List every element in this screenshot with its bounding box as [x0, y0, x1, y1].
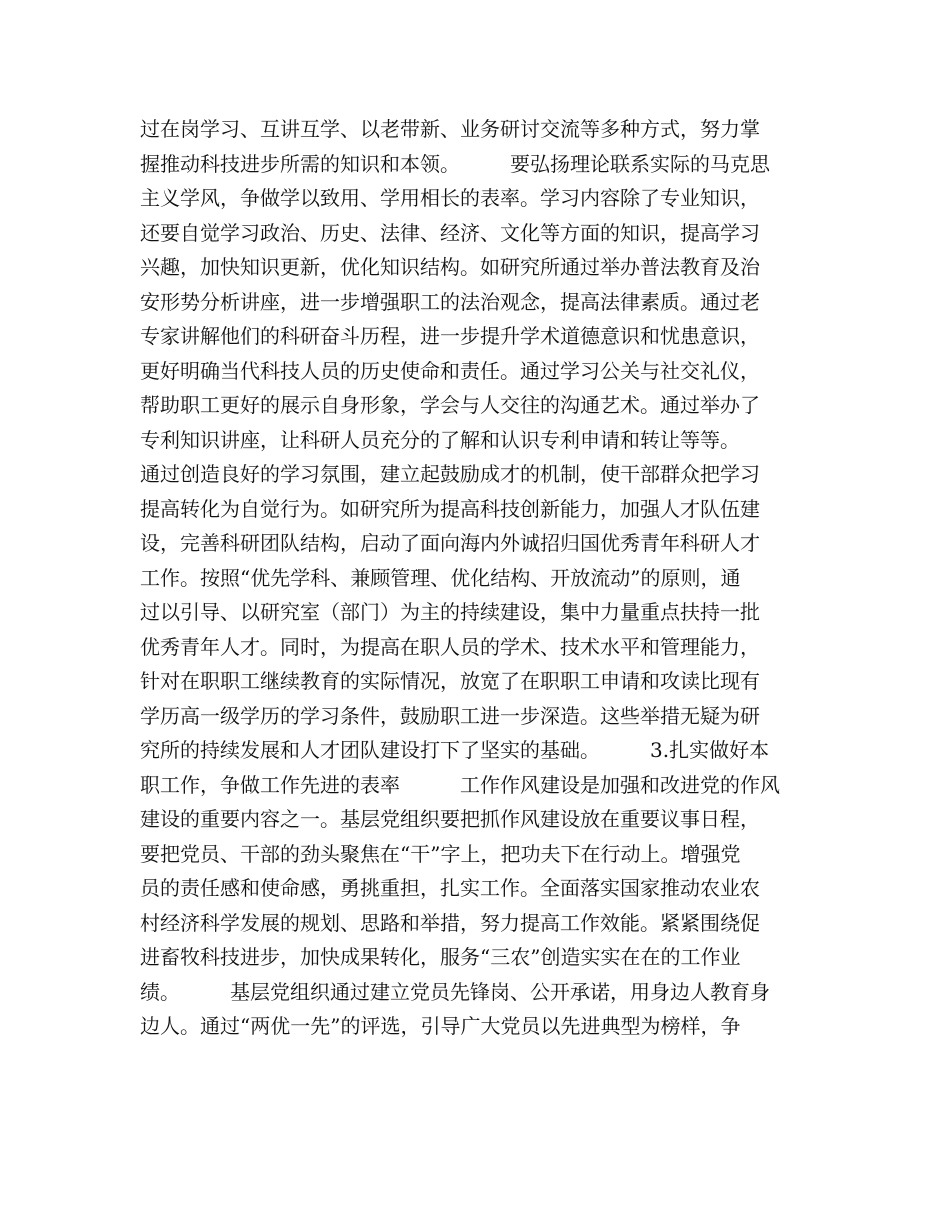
text-line: 安形势分析讲座，进一步增强职工的法治观念，提高法律素质。通过老: [140, 289, 760, 314]
text-line: 专家讲解他们的科研奋斗历程，进一步提升学术道德意识和忧患意识，: [140, 324, 760, 348]
text-line: 究所的持续发展和人才团队建设打下了坚实的基础。 3.扎实做好本: [140, 738, 770, 762]
text-line: 更好明确当代科技人员的历史使命和责任。通过学习公关与社交礼仪，: [140, 358, 760, 383]
text-line: 主义学风，争做学以致用、学用相长的表率。学习内容除了专业知识，: [140, 186, 760, 210]
text-line: 兴趣，加快知识更新，优化知识结构。如研究所通过举办普法教育及治: [140, 255, 760, 279]
text-line: 建设的重要内容之一。基层党组织要把抓作风建设放在重要议事日程，: [140, 807, 760, 831]
text-line: 过在岗学习、互讲互学、以老带新、业务研讨交流等多种方式，努力掌: [140, 117, 760, 141]
text-line: 握推动科技进步所需的知识和本领。 要弘扬理论联系实际的马克思: [140, 151, 770, 176]
text-line: 还要自觉学习政治、历史、法律、经济、文化等方面的知识，提高学习: [140, 220, 760, 245]
text-line: 进畜牧科技进步，加快成果转化，服务“三农”创造实实在在的工作业: [140, 945, 741, 969]
text-line: 针对在职职工继续教育的实际情况，放宽了在职职工申请和攻读比现有: [140, 669, 760, 693]
body-text: [140, 112, 820, 1044]
text-line: 要把党员、干部的劲头聚焦在“干”字上，把功夫下在行动上。增强党: [140, 841, 741, 866]
text-line: 员的责任感和使命感，勇挑重担，扎实工作。全面落实国家推动农业农: [140, 876, 760, 900]
text-line: 帮助职工更好的展示自身形象，学会与人交往的沟通艺术。通过举办了: [140, 393, 760, 417]
text-line: 专利知识讲座，让科研人员充分的了解和认识专利申请和转让等等。: [140, 427, 740, 452]
text-line: 学历高一级学历的学习条件，鼓励职工进一步深造。这些举措无疑为研: [140, 703, 760, 728]
text-line: 提高转化为自觉行为。如研究所为提高科技创新能力，加强人才队伍建: [140, 496, 760, 521]
text-line: 过以引导、以研究室（部门）为主的持续建设，集中力量重点扶持一批: [140, 600, 760, 624]
text-line: 优秀青年人才。同时，为提高在职人员的学术、技术水平和管理能力，: [140, 634, 760, 659]
text-line: 工作。按照“优先学科、兼顾管理、优化结构、开放流动”的原则，通: [140, 565, 741, 590]
text-line: 边人。通过“两优一先”的评选，引导广大党员以先进典型为榜样，争: [140, 1014, 741, 1038]
text-line: 绩。 基层党组织通过建立党员先锋岗、公开承诺，用身边人教育身: [140, 979, 770, 1004]
text-line: 村经济科学发展的规划、思路和举措，努力提高工作效能。紧紧围绕促: [140, 910, 760, 935]
text-line: 通过创造良好的学习氛围，建立起鼓励成才的机制，使干部群众把学习: [140, 462, 760, 486]
text-line: 职工作，争做工作先进的表率 工作作风建设是加强和改进党的作风: [140, 772, 780, 797]
text-line: 设，完善科研团队结构，启动了面向海内外诚招归国优秀青年科研人才: [140, 531, 760, 555]
